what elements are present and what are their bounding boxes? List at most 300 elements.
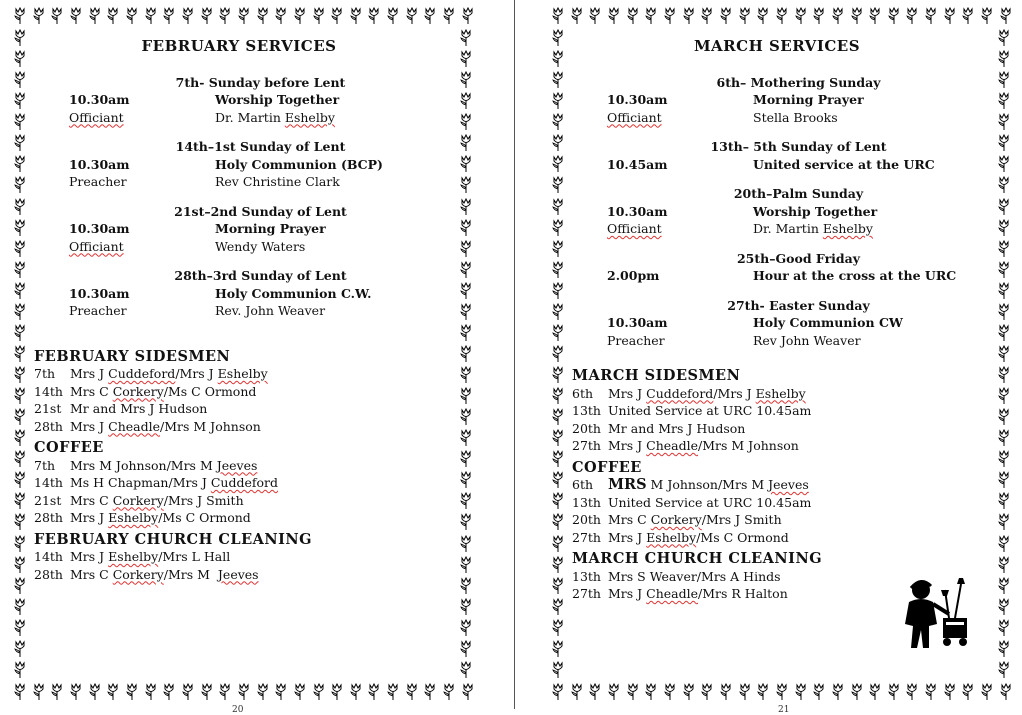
list-text: Mrs M Johnson/Mrs M (70, 457, 217, 473)
list-item (572, 476, 990, 494)
right-content (572, 38, 990, 603)
tulip-icon (12, 534, 28, 554)
service-role: Officiant (607, 221, 662, 236)
tulip-icon (550, 597, 566, 617)
list-item (34, 400, 452, 418)
service-time-row (607, 203, 990, 221)
service-block (69, 203, 452, 256)
list-date: 7th (34, 457, 56, 473)
tulip-icon (458, 555, 474, 575)
list-text-wrap (70, 383, 256, 401)
list-text: Mrs C (70, 492, 113, 508)
tulip-icon (904, 682, 920, 702)
tulip-icon (550, 555, 566, 575)
list-text-wrap (70, 457, 257, 475)
service-person: Rev John Weaver (753, 332, 861, 348)
border-bottom (12, 682, 476, 704)
service-time-row (607, 267, 990, 285)
tulip-icon (124, 682, 140, 702)
tulip-icon (12, 175, 28, 195)
tulip-icon (292, 6, 308, 26)
tulip-icon (458, 597, 474, 617)
tulip-icon (236, 682, 252, 702)
list-text: /Ms C Ormond (696, 529, 789, 545)
page-heading: FEBRUARY SERVICES (141, 37, 337, 55)
tulip-icon (292, 682, 308, 702)
tulip-icon (996, 491, 1012, 511)
tulip-icon (12, 386, 28, 406)
tulip-icon (960, 6, 976, 26)
tulip-icon (12, 302, 28, 322)
service-title: 25th–Good Friday (736, 250, 861, 266)
list-item (34, 474, 452, 492)
service-block (607, 250, 990, 285)
tulip-icon (12, 682, 28, 702)
service-person: Rev Christine Clark (215, 174, 340, 189)
service-role: Preacher (69, 303, 127, 318)
tulip-icon (625, 682, 641, 702)
tulip-icon (31, 682, 47, 702)
tulip-icon (996, 133, 1012, 153)
list-text: /Ms C Ormond (158, 510, 251, 525)
tulip-icon (385, 6, 401, 26)
tulip-icon (996, 344, 1012, 364)
tulip-icon (550, 197, 566, 217)
tulip-icon (793, 682, 809, 702)
list-text: Corkery (112, 383, 164, 399)
tulip-icon (348, 682, 364, 702)
service-block (69, 74, 452, 127)
tulip-icon (143, 6, 159, 26)
tulip-icon (942, 682, 958, 702)
list-text: Jeeves (217, 566, 259, 582)
tulip-icon (180, 682, 196, 702)
tulip-icon (12, 133, 28, 153)
list-text-wrap (608, 420, 745, 438)
tulip-icon (12, 597, 28, 617)
service-name: Morning Prayer (753, 92, 864, 107)
tulip-icon (12, 365, 28, 385)
tulip-icon (811, 682, 827, 702)
tulip-icon (774, 6, 790, 26)
list-date: 20th (572, 420, 601, 436)
border-right (458, 28, 476, 680)
list-text-wrap (70, 492, 244, 510)
tulip-icon (996, 639, 1012, 659)
tulip-icon (923, 6, 939, 26)
service-time-row (69, 156, 452, 174)
list-text-wrap (70, 548, 230, 566)
tulip-icon (12, 154, 28, 174)
tulip-icon (458, 281, 474, 301)
tulip-icon (587, 6, 603, 26)
tulip-icon (625, 6, 641, 26)
service-role-row (69, 302, 452, 320)
tulip-icon (550, 281, 566, 301)
tulip-icon (458, 470, 474, 490)
tulip-icon (755, 6, 771, 26)
tulip-icon (550, 428, 566, 448)
list-text-wrap (70, 365, 268, 383)
tulip-icon (550, 302, 566, 322)
tulip-icon (550, 512, 566, 532)
tulip-icon (550, 639, 566, 659)
right-page (516, 0, 1022, 715)
list-text: United Service at URC 10.45am (608, 494, 812, 510)
list-text: /Mrs L Hall (158, 549, 231, 564)
tulip-icon (996, 49, 1012, 69)
tulip-icon (550, 260, 566, 280)
tulip-icon (996, 470, 1012, 490)
cleaning-title: MARCH CHURCH CLEANING (572, 550, 823, 567)
service-role: Officiant (69, 109, 124, 125)
tulip-icon (550, 154, 566, 174)
tulip-icon (737, 6, 753, 26)
border-top (12, 6, 476, 28)
tulip-icon (385, 682, 401, 702)
list-text-wrap (608, 585, 788, 603)
tulip-icon (441, 682, 457, 702)
tulip-icon (458, 660, 474, 680)
list-text-wrap (608, 568, 781, 586)
cleaning-title: FEBRUARY CHURCH CLEANING (34, 530, 313, 548)
service-block (69, 138, 452, 191)
tulip-icon (458, 576, 474, 596)
coffee-list (572, 494, 990, 547)
tulip-icon (942, 6, 958, 26)
service-name: Morning Prayer (215, 221, 326, 236)
list-date: 6th (572, 477, 594, 492)
tulip-icon (550, 323, 566, 343)
tulip-icon (12, 112, 28, 132)
list-text-wrap (608, 437, 799, 455)
list-item (572, 420, 990, 438)
service-role: Preacher (607, 332, 665, 348)
tulip-icon (458, 302, 474, 322)
service-time: 10.30am (607, 203, 668, 219)
tulip-icon (458, 386, 474, 406)
list-text-wrap (608, 494, 811, 512)
list-text-wrap (70, 400, 207, 418)
tulip-icon (12, 323, 28, 343)
list-text: Eshelby (646, 529, 697, 545)
list-item (34, 383, 452, 401)
tulip-icon (774, 682, 790, 702)
tulip-icon (161, 682, 177, 702)
border-top (550, 6, 1014, 28)
list-item (34, 548, 452, 566)
tulip-icon (550, 70, 566, 90)
list-item (34, 509, 452, 527)
service-role-row (607, 332, 990, 350)
tulip-icon (550, 112, 566, 132)
service-name: Holy Communion CW (753, 315, 903, 330)
list-item (572, 402, 990, 420)
tulip-icon (681, 6, 697, 26)
tulip-icon (867, 682, 883, 702)
tulip-icon (793, 6, 809, 26)
tulip-icon (199, 6, 215, 26)
list-text: /Mrs M Johnson (160, 418, 261, 434)
tulip-icon (161, 6, 177, 26)
tulip-icon (460, 6, 476, 26)
tulip-icon (996, 323, 1012, 343)
tulip-icon (550, 660, 566, 680)
service-title: 6th– Mothering Sunday (716, 74, 881, 90)
tulip-icon (996, 154, 1012, 174)
tulip-icon (458, 197, 474, 217)
tulip-icon (12, 639, 28, 659)
tulip-icon (217, 682, 233, 702)
tulip-icon (12, 660, 28, 680)
tulip-icon (458, 534, 474, 554)
tulip-icon (960, 682, 976, 702)
list-text: Mr and Mrs J Hudson (608, 420, 746, 436)
service-person: Dr. Martin Eshelby (753, 221, 873, 236)
list-text: Eshelby (755, 385, 806, 401)
list-item (572, 494, 990, 512)
tulip-icon (12, 260, 28, 280)
tulip-icon (606, 682, 622, 702)
tulip-icon (998, 682, 1014, 702)
list-date: 28th (34, 510, 63, 525)
tulip-icon (12, 239, 28, 259)
list-text-wrap (608, 385, 806, 403)
tulip-icon (886, 682, 902, 702)
tulip-icon (236, 6, 252, 26)
tulip-icon (996, 407, 1012, 427)
tulip-icon (311, 682, 327, 702)
list-text: Cheadle (646, 438, 699, 453)
tulip-icon (217, 6, 233, 26)
tulip-icon (12, 197, 28, 217)
tulip-icon (441, 6, 457, 26)
tulip-icon (12, 407, 28, 427)
tulip-icon (996, 112, 1012, 132)
tulip-icon (755, 682, 771, 702)
list-text: Mr and Mrs J Hudson (70, 401, 208, 416)
tulip-icon (366, 682, 382, 702)
list-text: /Mrs J Smith (701, 512, 782, 527)
service-name: United service at the URC (753, 156, 935, 172)
tulip-icon (458, 323, 474, 343)
tulip-icon (550, 239, 566, 259)
list-text: Ms H Chapman/Mrs J (70, 475, 211, 490)
tulip-icon (996, 302, 1012, 322)
tulip-icon (12, 428, 28, 448)
tulip-icon (87, 6, 103, 26)
tulip-icon (458, 365, 474, 385)
tulip-icon (12, 449, 28, 469)
sidesmen-title: MARCH SIDESMEN (572, 367, 741, 384)
list-text: Cheadle (108, 418, 161, 434)
tulip-icon (867, 6, 883, 26)
page-number: 21 (778, 705, 790, 715)
tulip-icon (996, 197, 1012, 217)
tulip-icon (979, 6, 995, 26)
tulip-icon (458, 218, 474, 238)
list-item (34, 418, 452, 436)
list-text: /Mrs J (713, 385, 756, 401)
list-text: /Mrs J Smith (163, 492, 244, 508)
tulip-icon (550, 470, 566, 490)
tulip-icon (830, 682, 846, 702)
service-time: 10.30am (69, 156, 130, 172)
tulip-icon (422, 6, 438, 26)
tulip-icon (273, 6, 289, 26)
tulip-icon (458, 449, 474, 469)
border-right (996, 28, 1014, 680)
list-text: Mrs J (608, 438, 647, 453)
tulip-icon (849, 6, 865, 26)
service-time: 10.30am (69, 92, 130, 107)
tulip-icon (329, 682, 345, 702)
service-time: 10.30am (607, 315, 668, 330)
tulip-icon (12, 281, 28, 301)
list-text: Corkery (650, 512, 702, 527)
list-text-wrap (608, 402, 811, 420)
tulip-icon (550, 133, 566, 153)
service-block (607, 297, 990, 350)
sidesmen-title: FEBRUARY SIDESMEN (34, 347, 231, 365)
list-text: Mrs J (70, 366, 109, 381)
list-date: 27th (572, 529, 601, 545)
service-role-row (607, 220, 990, 238)
tulip-icon (458, 428, 474, 448)
tulip-icon (12, 491, 28, 511)
tulip-icon (996, 386, 1012, 406)
service-name: Hour at the cross at the URC (753, 268, 957, 283)
list-date: 27th (572, 586, 601, 601)
list-date: 14th (34, 549, 63, 564)
tulip-icon (458, 491, 474, 511)
tulip-icon (87, 682, 103, 702)
list-text: Mrs J (70, 549, 109, 564)
tulip-icon (458, 618, 474, 638)
tulip-icon (273, 682, 289, 702)
list-date: 20th (572, 512, 601, 527)
list-text: Mrs C (608, 512, 651, 527)
tulip-icon (404, 682, 420, 702)
list-text: Jeeves (768, 477, 809, 492)
list-text: Mrs J (608, 385, 647, 401)
list-text: M Johnson/Mrs M (646, 477, 769, 492)
service-role: Preacher (69, 174, 127, 189)
list-item (572, 385, 990, 403)
service-person: Stella Brooks (753, 109, 838, 125)
left-content (34, 38, 452, 583)
tulip-icon (643, 6, 659, 26)
service-name: Worship Together (753, 203, 878, 219)
tulip-icon (458, 512, 474, 532)
tulip-icon (12, 70, 28, 90)
list-text-wrap (70, 566, 259, 584)
list-text: United Service at URC 10.45am (608, 403, 812, 418)
service-title: 14th–1st Sunday of Lent (175, 139, 346, 154)
service-time-row (69, 91, 452, 109)
list-item (572, 437, 990, 455)
tulip-icon (550, 449, 566, 469)
list-text: Cuddeford (210, 475, 279, 490)
tulip-icon (996, 260, 1012, 280)
tulip-icon (550, 386, 566, 406)
tulip-icon (12, 618, 28, 638)
service-role-row (69, 173, 452, 191)
list-text: Cuddeford (646, 385, 714, 401)
tulip-icon (718, 6, 734, 26)
list-date: 6th (572, 385, 594, 401)
tulip-icon (699, 682, 715, 702)
tulip-icon (311, 6, 327, 26)
list-item (572, 511, 990, 529)
tulip-icon (458, 154, 474, 174)
list-date: 27th (572, 438, 601, 453)
tulip-icon (458, 133, 474, 153)
tulip-icon (587, 682, 603, 702)
tulip-icon (199, 682, 215, 702)
service-time: 10.30am (69, 285, 130, 301)
tulip-icon (550, 491, 566, 511)
list-text: Mrs J (608, 586, 647, 601)
sidesmen-list (572, 385, 990, 455)
tulip-icon (569, 6, 585, 26)
tulip-icon (699, 6, 715, 26)
tulip-icon (12, 512, 28, 532)
list-item (34, 457, 452, 475)
tulip-icon (996, 618, 1012, 638)
service-block (607, 185, 990, 238)
service-name: Worship Together (215, 92, 340, 107)
list-item (34, 365, 452, 383)
tulip-icon (996, 91, 1012, 111)
tulip-icon (830, 6, 846, 26)
tulip-icon (458, 260, 474, 280)
tulip-icon (12, 555, 28, 575)
tulip-icon (329, 6, 345, 26)
list-date: 14th (34, 383, 63, 399)
list-text: Mrs J (608, 529, 647, 545)
tulip-icon (348, 6, 364, 26)
service-role-row (69, 238, 452, 256)
list-date: 21st (34, 492, 62, 508)
service-role-row (69, 109, 452, 127)
tulip-icon (550, 6, 566, 26)
list-item (34, 566, 452, 584)
tulip-icon (458, 344, 474, 364)
tulip-icon (460, 682, 476, 702)
tulip-icon (422, 682, 438, 702)
tulip-icon (569, 682, 585, 702)
services-list (69, 74, 452, 320)
page-number: 20 (232, 705, 244, 715)
list-text-wrap (70, 509, 251, 527)
border-bottom (550, 682, 1014, 704)
tulip-icon (255, 682, 271, 702)
tulip-icon (458, 239, 474, 259)
tulip-icon (662, 682, 678, 702)
service-name: Holy Communion C.W. (215, 285, 372, 301)
list-text: Mrs S Weaver/Mrs A Hinds (608, 568, 781, 584)
tulip-icon (996, 365, 1012, 385)
list-date: 13th (572, 403, 601, 418)
list-text: /Ms C Ormond (163, 383, 257, 399)
list-date: 14th (34, 475, 63, 490)
list-text: /Mrs R Halton (698, 586, 788, 601)
tulip-icon (550, 344, 566, 364)
list-text: Mrs C (70, 566, 113, 582)
list-item (34, 492, 452, 510)
list-date: 28th (34, 418, 63, 434)
